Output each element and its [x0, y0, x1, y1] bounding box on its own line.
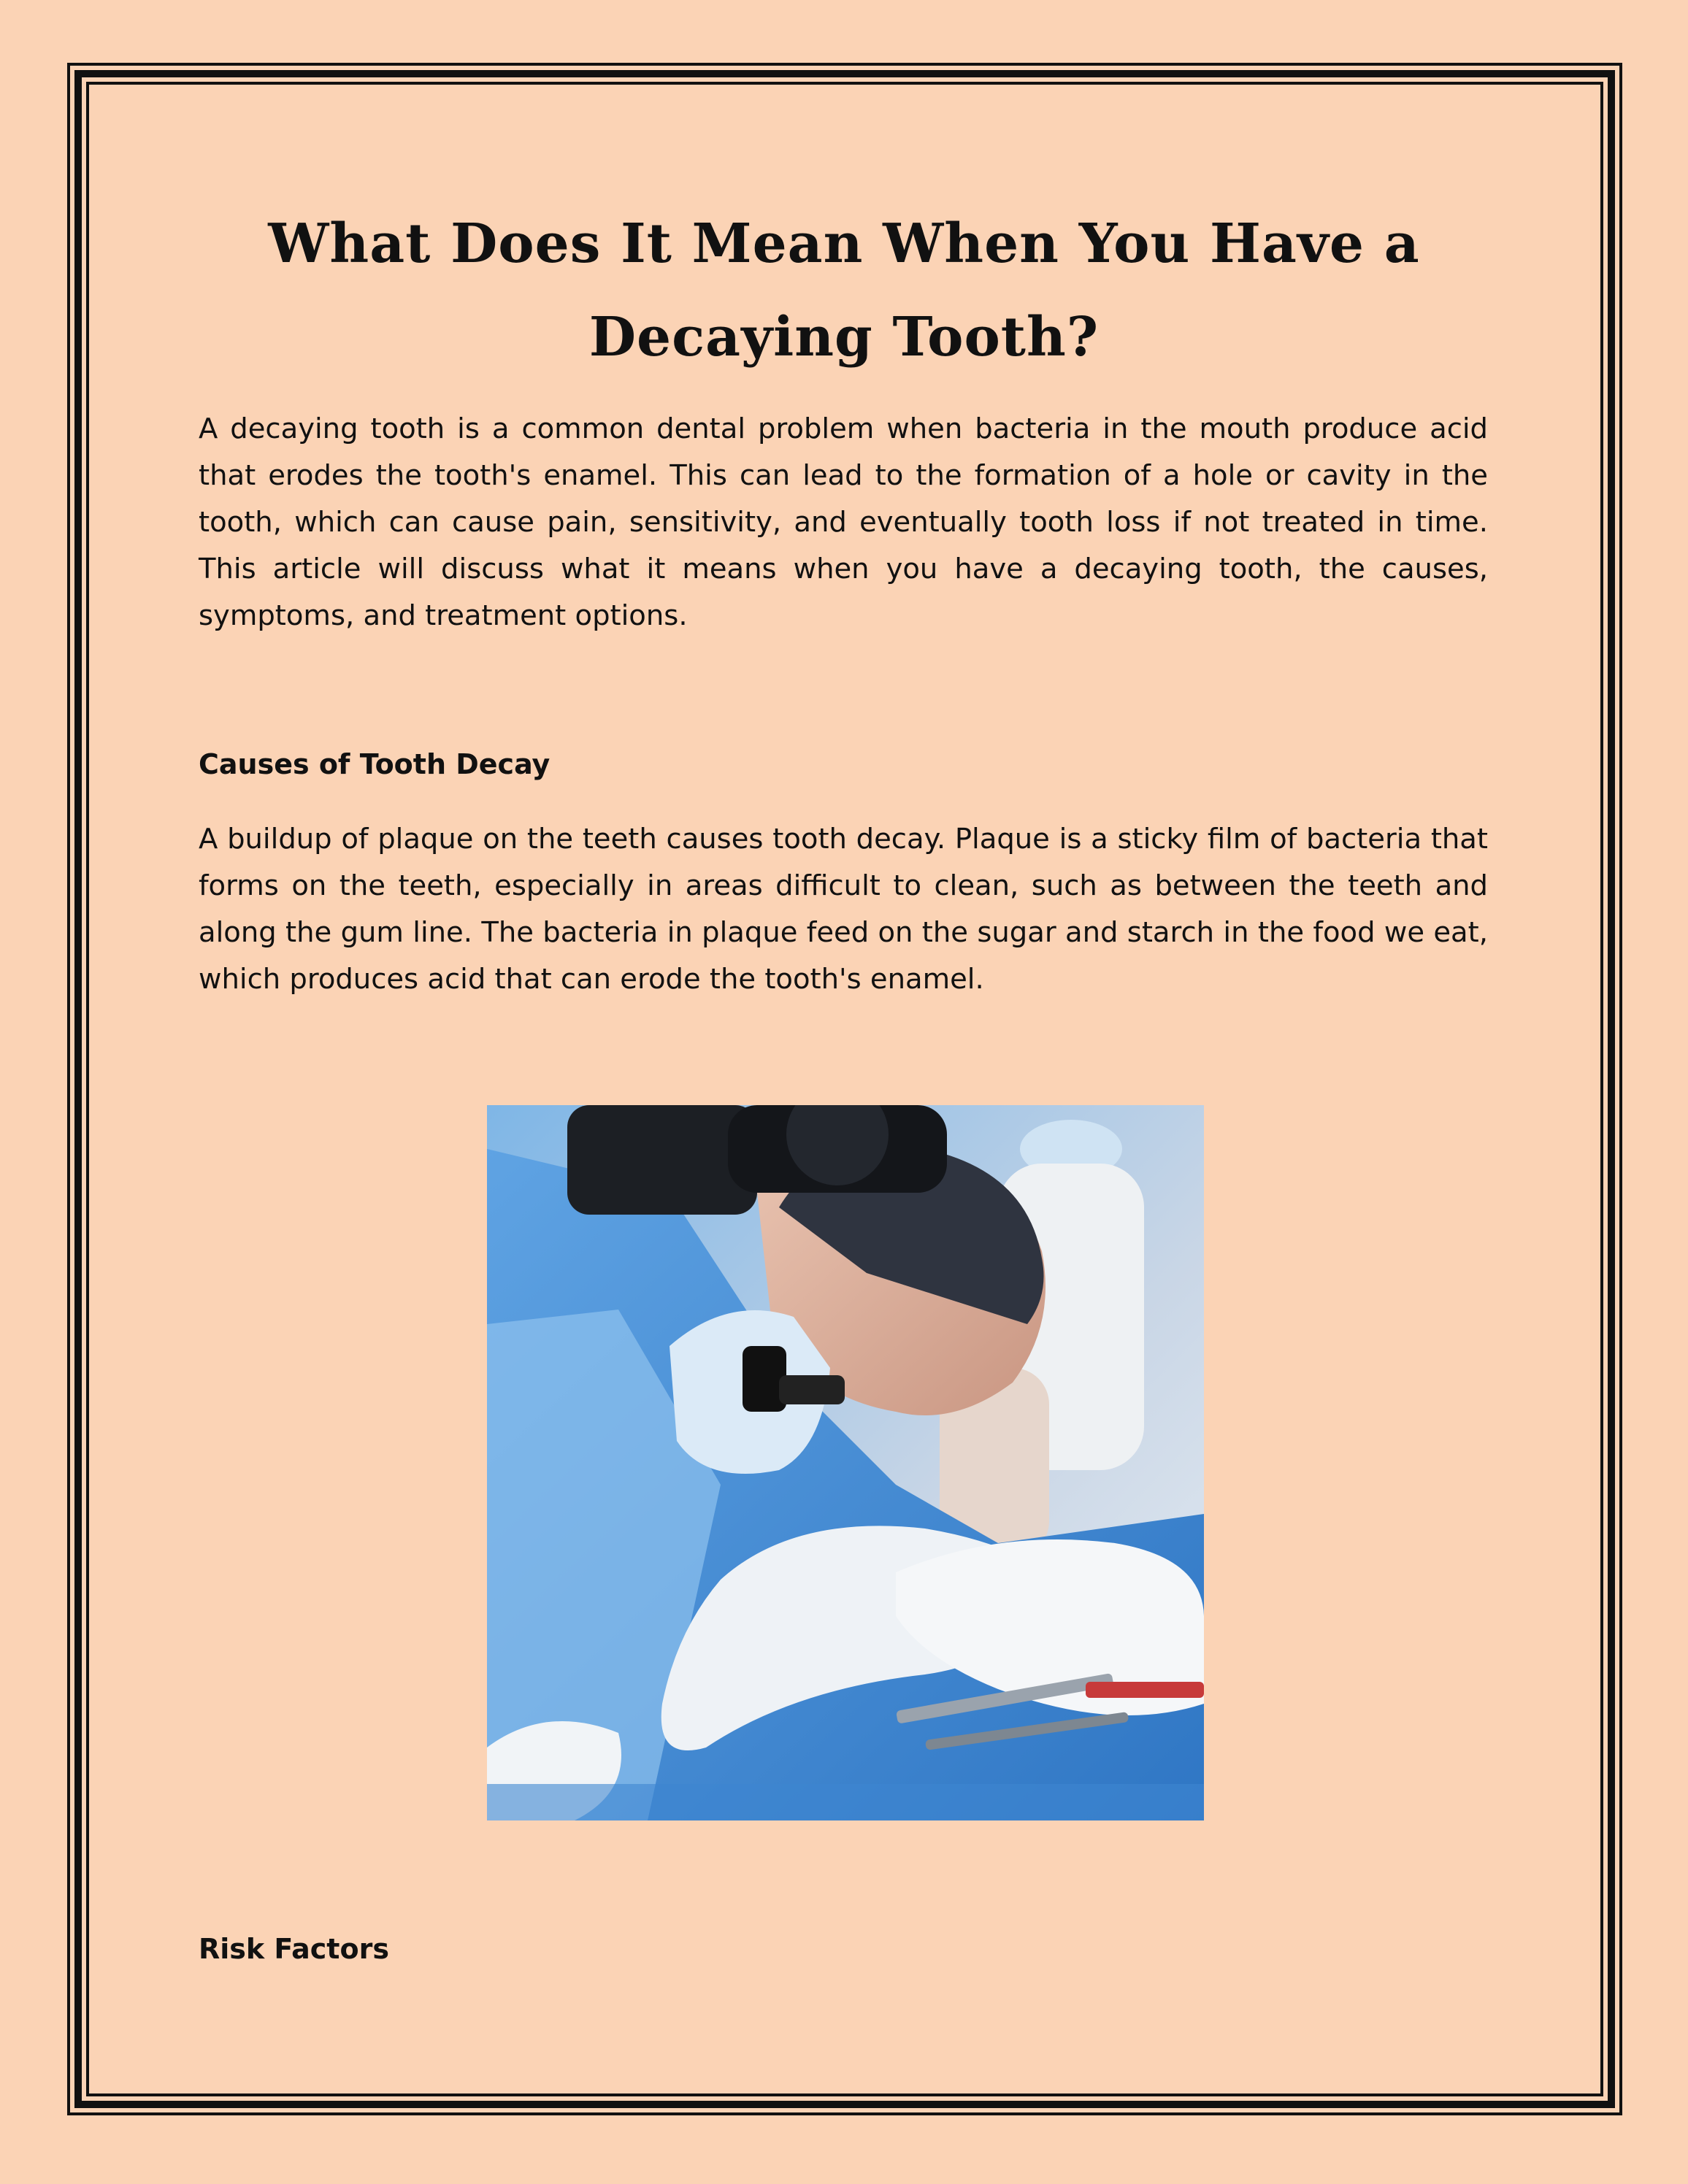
intro-paragraph: A decaying tooth is a common dental problem when bacteria in the mouth produce acid that erodes the tooth's enamel. This can lead to the formation of a hole or cavity in the tooth, which can cause pain, sensitivity, and eventually tooth loss if not treated in time. This article will discuss what it means when you have a decaying tooth, the causes, symptoms, and treatment options.: [199, 412, 1488, 632]
section-heading-causes: Causes of Tooth Decay: [199, 748, 550, 780]
causes-paragraph: A buildup of plaque on the teeth causes tooth decay. Plaque is a sticky film of bacteria that forms on the teeth, especially in areas difficult to clean, such as between the teeth and along the gum line. The bacteria in plaque feed on the sugar and starch in the food we eat, which produces acid that can erode the tooth's enamel.: [199, 823, 1488, 996]
section-heading-risk-factors: Risk Factors: [199, 1933, 389, 1965]
page-title: What Does It Mean When You Have a Decaying Tooth?: [268, 212, 1420, 369]
dentist-photo: [487, 1105, 1204, 1820]
